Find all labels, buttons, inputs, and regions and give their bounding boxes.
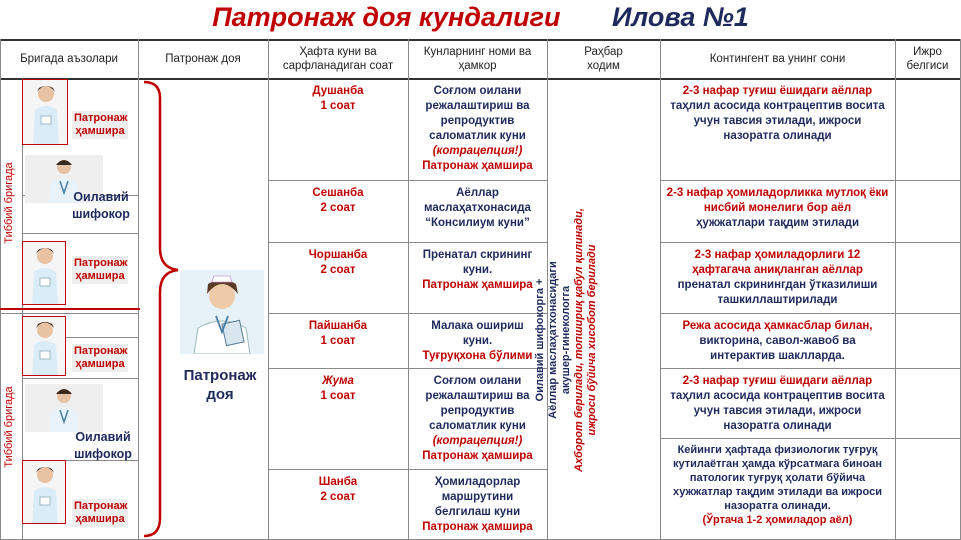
header-team: Бригада аъзолари [20, 53, 118, 65]
nurse-icon [23, 461, 66, 524]
contingent-cell-3: 2-3 нафар ҳомиладорлиги 12 ҳафтагача аниқланган аёллар пренатал скринингдан ўтказилиши ташкиллаштирилади [677, 249, 878, 306]
hours-cell-4: Пайшанба 1 соат [308, 320, 368, 347]
team-connector [0, 300, 150, 320]
title-main: Патронаж доя кундалиги [212, 2, 561, 32]
header-contingent: Контингент ва унинг сони [709, 53, 846, 65]
contingent-cell-1: 2-3 нафар туғиш ёшидаги аёллар таҳлил асосида контрацептив восита учун тавсия этилади, ижроси назоратга олинади [670, 85, 885, 142]
nurse-icon [23, 317, 66, 376]
nurse-label-3: Патронаж ҳамшира [74, 345, 128, 370]
dayname-cell-5: Соғлом оилани режалаштириш ва репродуктив саломатлик куни (котрацепция!) Патронаж ҳамшира [422, 375, 533, 462]
midwife-figure [180, 270, 264, 354]
midwife-label: Патронаж доя [183, 367, 257, 403]
dayname-cell-6: Ҳомиладорлар маршрутини белгилаш куни Патронаж ҳамшира [422, 476, 533, 533]
hours-cell-5: Жума 1 соат [320, 375, 356, 402]
contingent-cell-4: Режа асосида ҳамкасблар билан, викторина, савол-жавоб ва интерактив шаклларда. [682, 320, 873, 362]
contingent-cell-6: Кейинги ҳафтада физиологик туғруқ кутилаётган ҳамда кўрсатмага биноан патологик туғруқ ҳолати бўйича хужжатлар тақдим этилади ва ижроси назоратга олинади. (Ўртача 1-2 ҳомиладор аёл) [672, 444, 883, 526]
nurse-label-1: Патронаж ҳамшира [74, 112, 128, 137]
nurse-icon [23, 80, 68, 145]
doctor-label-2: Оилавий шифокор [74, 430, 132, 461]
header-nurse: Патронаж доя [165, 53, 241, 65]
brace-icon [138, 78, 182, 540]
contingent-cell-5: 2-3 нафар туғиш ёшидаги аёллар таҳлил асосида контрацептив восита учун тавсия этилади, ижроси назоратга олинади [670, 375, 885, 432]
midwife-icon [180, 270, 264, 354]
doctor-icon [25, 384, 103, 432]
team-label-2: Тиббий бригада [3, 386, 15, 468]
header-hours: Ҳафта куни ва сарфланадиган соат [282, 46, 394, 72]
dayname-cell-2: Аёллар маслаҳатхонасида “Консилиум куни” [424, 187, 531, 229]
hours-cell-1: Душанба 1 соат [312, 85, 364, 112]
doctor-figure-2 [25, 384, 103, 432]
dayname-cell-3: Пренатал скрининг куни. Патронаж ҳамшира [422, 249, 533, 291]
page-title [0, 2, 961, 36]
nurse-figure-3 [22, 316, 66, 376]
leader-cell: Оилавий шифокорга + Аёллар маслаҳатхонасидаги акушер-гинекологга Ахборот берилади, топшириқ қабул қилинади, ижроси бўйича хисобот берилади [534, 208, 598, 472]
header-done: Ижро белгиси [906, 46, 949, 72]
header-dayname: Кунларнинг номи ва ҳамкор [423, 46, 532, 72]
contingent-cell-2: 2-3 нафар ҳомиладорликка мутлоқ ёки нисбий монелиги бор аёл ҳужжатлари тақдим этилади [666, 187, 889, 229]
nurse-figure-4 [22, 460, 66, 524]
nurse-figure-1 [22, 79, 68, 145]
dayname-cell-1: Соғлом оилани режалаштириш ва репродуктив саломатлик куни (котрацепция!) Патронаж ҳамшира [422, 85, 533, 172]
nurse-figure-2 [22, 241, 66, 305]
nurse-icon [23, 242, 66, 305]
doctor-label-1: Оилавий шифокор [72, 190, 130, 221]
hours-cell-3: Чоршанба 2 соат [308, 249, 368, 276]
hours-cell-2: Сешанба 2 соат [312, 187, 364, 214]
header-leader: Раҳбар ходим [584, 46, 623, 72]
title-appendix: Илова №1 [612, 2, 749, 32]
team-label-1: Тиббий бригада [3, 162, 15, 244]
hours-cell-6: Шанба 2 соат [318, 476, 358, 503]
nurse-label-4: Патронаж ҳамшира [74, 500, 128, 525]
nurse-label-2: Патронаж ҳамшира [74, 257, 128, 282]
dayname-cell-4: Малака ошириш куни. Туғруқхона бўлими [422, 320, 533, 362]
